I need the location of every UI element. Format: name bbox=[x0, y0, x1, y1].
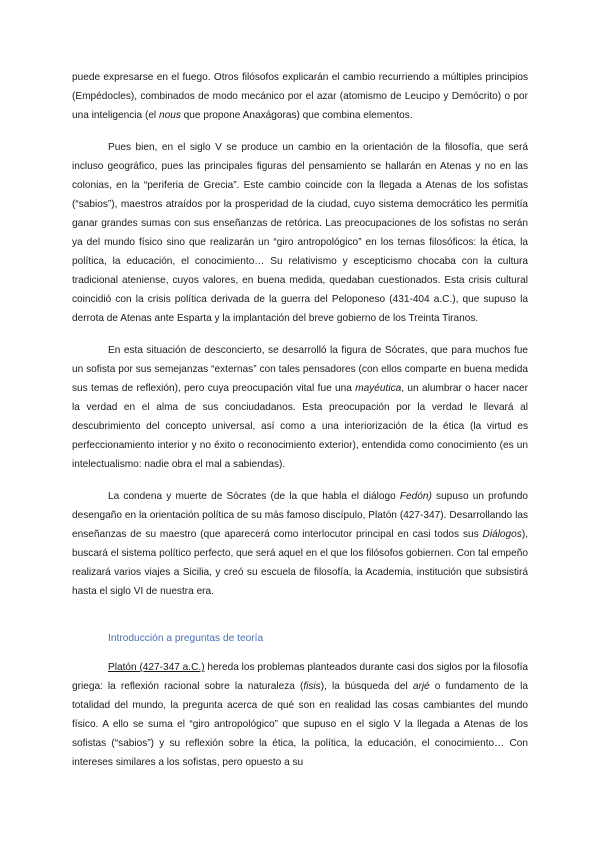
paragraph-text: supuso un profundo desengaño en la orientación política de su más famoso discípulo, Platón (427-347). Desarrollando las enseñanzas de su maestro (que aparecerá como interlocutor principal en casi todos sus bbox=[72, 491, 528, 540]
paragraph-text: ), la búsqueda del bbox=[320, 681, 413, 692]
paragraph-text: , un alumbrar o hacer nacer la verdad en el alma de sus conciudadanos. Esta preocupación por la verdad le llevará al descubrimiento del concepto universal, así como a una interiorización de la ética (la virtud es perfeccionamiento interior y no éxito o reconocimiento exterior), entendida como conocimiento (es un intelectualismo: nadie obra el mal a sabiendas). bbox=[72, 383, 528, 470]
paragraph-text: hereda los problemas planteados durante casi dos siglos por la filosofía griega: la reflexión racional sobre la naturaleza ( bbox=[72, 662, 528, 692]
paragraph-text: que propone Anaxágoras) que combina elementos. bbox=[180, 110, 413, 121]
italic-term: fisis bbox=[303, 681, 321, 692]
paragraph-text: En esta situación de desconcierto, se desarrolló la figura de Sócrates, que para muchos fue un sofista por sus semejanzas “externas” con tales pensadores (con ellos comparte en buena medida sus temas de reflexión), pero cuya preocupación vital fue una bbox=[72, 345, 528, 394]
italic-term: Diálogos bbox=[482, 529, 522, 540]
underlined-term: Platón (427-347 a.C.) bbox=[108, 662, 205, 673]
paragraph-text: Pues bien, en el siglo V se produce un cambio en la orientación de la filosofía, que será incluso geográfico, pues las principales figuras del pensamiento se hallarán en Atenas y no en las colonias, en la “periferia de Grecia”. Este cambio coincide con la llegada a Atenas de los sofistas (“sabios”), maestros atraídos por la prosperidad de la ciudad, cuyo sistema democrático les permitía ganar grandes sumas con sus enseñanzas de retórica. Las preocupaciones de los sofistas no serán ya del mundo físico sino que realizarán un “giro antropológico” en los temas filosóficos: la ética, la política, la educación, el conocimiento… Su relativismo y escepticismo chocaba con la cultura tradicional ateniense, cuyos valores, en buena medida, quedaban cuestionados. Esta crisis cultural coincidió con la crisis política derivada de la guerra del Peloponeso (431-404 a.C.), que supuso la derrota de Atenas ante Esparta y la implantación del breve gobierno de los Treinta Tiranos. bbox=[72, 142, 528, 324]
paragraph-5 bbox=[72, 658, 528, 772]
paragraph-text: La condena y muerte de Sócrates (de la que habla el diálogo bbox=[108, 491, 400, 502]
paragraph-3 bbox=[72, 341, 528, 474]
paragraph-2 bbox=[72, 138, 528, 328]
paragraph-text: puede expresarse en el fuego. Otros filósofos explicarán el cambio recurriendo a múltiples principios (Empédocles), combinados de modo mecánico por el azar (atomismo de Leucipo y Demócrito) o por una inteligencia (el bbox=[72, 72, 528, 121]
italic-term: nous bbox=[158, 110, 181, 121]
paragraph-1 bbox=[72, 68, 528, 125]
italic-term: mayéutica bbox=[355, 383, 402, 394]
paragraph-text: o fundamento de la totalidad del mundo, la pregunta acerca de qué son en realidad las cosas cambiantes del mundo físico. A ello se suma el “giro antropológico” que supuso en el siglo V la llegada a Atenas de los sofistas (“sabios”) y su reflexión sobre la ética, la política, la educación, el conocimiento… Con intereses similares a los sofistas, pero opuesto a su bbox=[72, 681, 528, 768]
paragraph-text: ), buscará el sistema político perfecto, que será aquel en el que los filósofos gobiernen. Con tal empeño realizará varios viajes a Sicilia, y creó su escuela de filosofía, la Academia, institución que subsistirá hasta el siglo VI de nuestra era. bbox=[72, 529, 528, 597]
italic-term: arjé bbox=[412, 681, 430, 692]
section-heading: Introducción a preguntas de teoría bbox=[108, 633, 264, 644]
paragraph-4 bbox=[72, 487, 528, 601]
italic-term: Fedón) bbox=[399, 491, 432, 502]
